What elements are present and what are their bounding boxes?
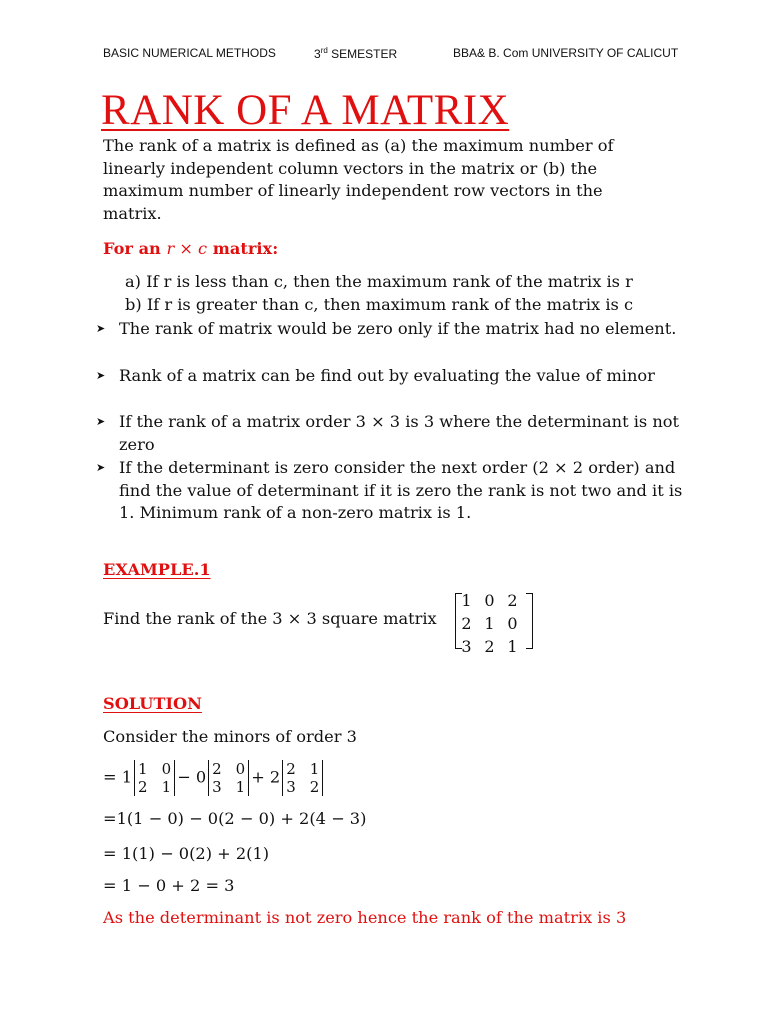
page-header: [103, 46, 708, 64]
minor-determinant: 2 1 3 2: [282, 760, 323, 796]
page-title: RANK OF A MATRIX: [101, 87, 510, 134]
arrow-bullet-icon: ➤: [96, 369, 106, 382]
bullet-item: ➤ If the determinant is zero consider the next order (2 × 2 order) and find the value of determinant if it is zero the rank is not two and it is 1. Minimum rank of a non-zero matrix is 1.: [96, 458, 683, 523]
cofactor-expansion: = 1 1 0 2 1 − 0 2 0 3 1 + 2 2 1 3 2: [103, 760, 325, 796]
bullet-item: ➤ The rank of matrix would be zero only if the matrix had no element.: [96, 318, 696, 341]
arrow-bullet-icon: ➤: [96, 322, 106, 335]
for-heading: For an r × c matrix:: [103, 239, 279, 258]
definition-paragraph: The rank of a matrix is defined as (a) the maximum number of linearly independent column vectors in the matrix or (b) the maximum number of linearly independent row vectors in the matrix.: [103, 136, 614, 223]
header-semester: 3rd SEMESTER: [314, 46, 398, 61]
solution-heading: SOLUTION: [103, 694, 202, 713]
solution-step: = 1(1) − 0(2) + 2(1): [103, 844, 270, 863]
bullet-item: ➤ If the rank of a matrix order 3 × 3 is 3 where the determinant is not zero: [96, 412, 680, 454]
solution-step: =1(1 − 0) − 0(2 − 0) + 2(4 − 3): [103, 809, 367, 828]
solution-intro: Consider the minors of order 3: [103, 727, 357, 746]
example-matrix: 1 0 2 2 1 0 3 2 1: [461, 591, 518, 656]
alpha-item-b: b) If r is greater than c, then maximum rank of the matrix is c: [125, 295, 634, 314]
matrix-right-bracket: [526, 593, 533, 649]
alpha-item-a: a) If r is less than c, then the maximum rank of the matrix is r: [125, 272, 633, 291]
header-university: BBA& B. Com UNIVERSITY OF CALICUT: [453, 46, 679, 60]
example-prompt: Find the rank of the 3 × 3 square matrix: [103, 609, 437, 628]
arrow-bullet-icon: ➤: [96, 415, 106, 428]
solution-step: = 1 − 0 + 2 = 3: [103, 876, 235, 895]
solution-conclusion: As the determinant is not zero hence the rank of the matrix is 3: [103, 908, 627, 927]
minor-determinant: 1 0 2 1: [134, 760, 175, 796]
bullet-item: ➤ Rank of a matrix can be find out by evaluating the value of minor: [96, 365, 696, 388]
minor-determinant: 2 0 3 1: [208, 760, 249, 796]
header-course: BASIC NUMERICAL METHODS: [103, 46, 276, 60]
arrow-bullet-icon: ➤: [96, 461, 106, 474]
example-heading: EXAMPLE.1: [103, 560, 211, 579]
